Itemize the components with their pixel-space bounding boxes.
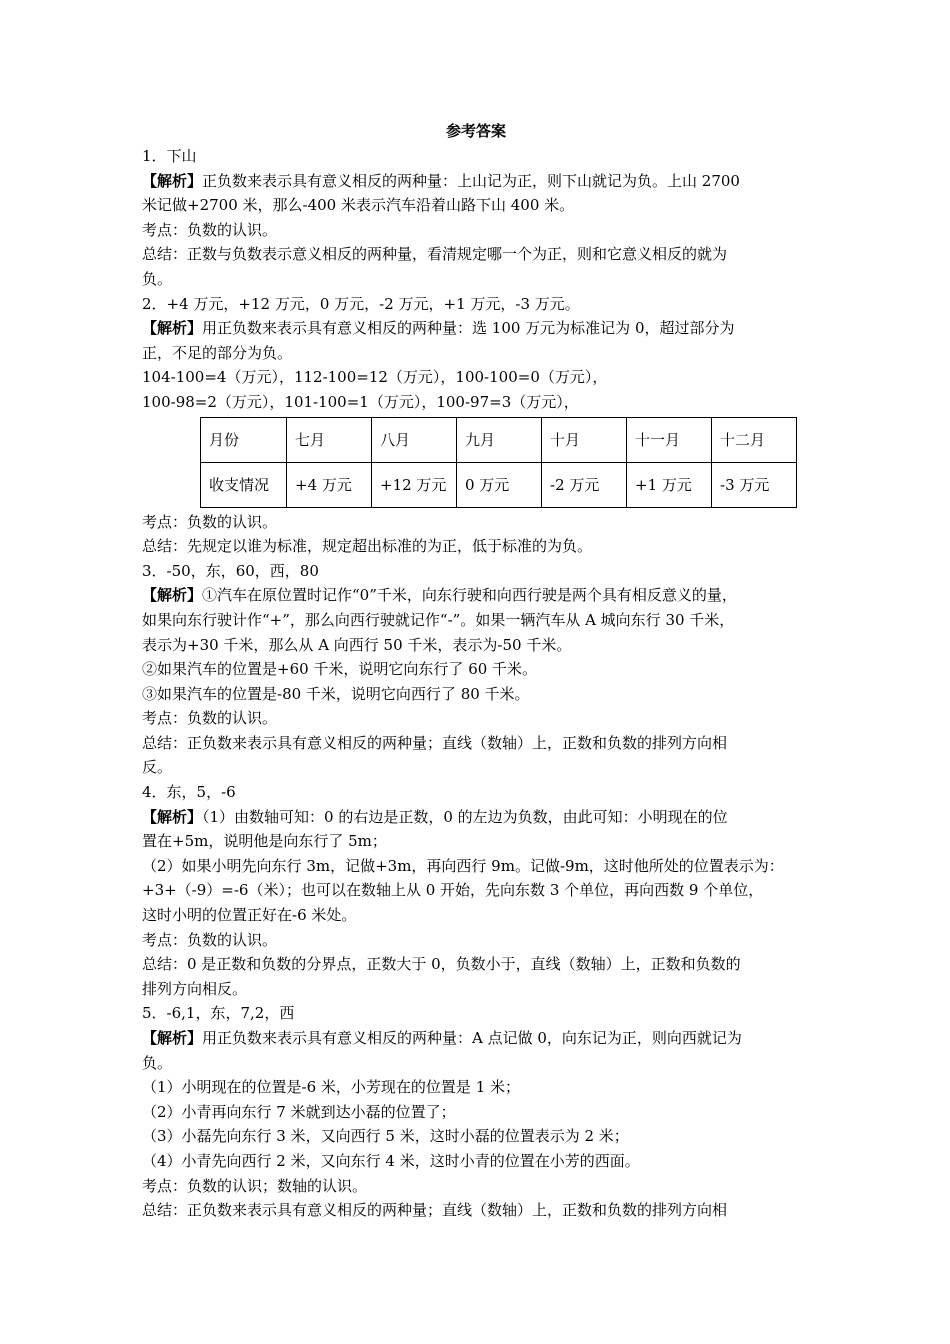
q1-analysis-line: 米记做+2700 米，那么-400 米表示汽车沿着山路下山 400 米。 xyxy=(142,196,575,215)
q3-analysis-line: ②如果汽车的位置是+60 千米，说明它向东行了 60 千米。 xyxy=(142,660,538,679)
table-cell: -3 万元 xyxy=(712,462,797,507)
q3-analysis-line: 【解析】①汽车在原位置时记作“0”千米，向东行驶和向西行驶是两个具有相反意义的量， xyxy=(142,586,737,605)
q2-summary-line: 总结：先规定以谁为标准，规定超出标准的为正，低于标准的为负。 xyxy=(142,537,593,556)
q2-analysis-line: 【解析】用正负数来表示具有意义相反的两种量：选 100 万元为标准记为 0，超过部分为 xyxy=(142,319,735,338)
analysis-tag: 【解析】 xyxy=(142,807,203,826)
table-cell: 十月 xyxy=(542,417,627,462)
analysis-tag: 【解析】 xyxy=(142,586,203,605)
q4-answer: 4．东，5，-6 xyxy=(142,783,236,802)
table-cell: 九月 xyxy=(457,417,542,462)
analysis-tag: 【解析】 xyxy=(142,1029,203,1047)
table-cell: +1 万元 xyxy=(627,462,712,507)
q5-analysis-line: 负。 xyxy=(142,1053,173,1072)
q5-analysis-line: （4）小青先向西行 2 米，又向东行 4 米，这时小青的位置在小芳的西面。 xyxy=(142,1151,640,1170)
analysis-tag: 【解析】 xyxy=(142,171,203,190)
q5-point: 考点：负数的认识；数轴的认识。 xyxy=(142,1176,368,1195)
q5-summary-line: 总结：正负数来表示具有意义相反的两种量；直线（数轴）上，正数和负数的排列方向相 xyxy=(142,1201,728,1220)
q1-answer: 1．下山 xyxy=(142,147,197,165)
q3-analysis-line: 如果向东行驶计作“+”，那么向西行驶就记作“-”。如果一辆汽车从 A 城向东行 30 千米， xyxy=(142,610,735,629)
table-row xyxy=(201,462,797,507)
q2-analysis-line: 正，不足的部分为负。 xyxy=(142,343,293,362)
table-cell: 月份 xyxy=(201,417,287,462)
q4-analysis-line: 这时小明的位置正好在-6 米处。 xyxy=(142,906,357,925)
q4-analysis-line: （2）如果小明先向东行 3m，记做+3m，再向西行 9m。记做-9m，这时他所处的位置表示为： xyxy=(142,856,784,875)
q3-analysis-line: 表示为+30 千米，那么从 A 向西行 50 千米，表示为-50 千米。 xyxy=(142,635,572,654)
q2-calc-line: 100-98=2（万元），101-100=1（万元），100-97=3（万元）， xyxy=(142,392,579,411)
q5-analysis-line: （1）小明现在的位置是-6 米，小芳现在的位置是 1 米； xyxy=(142,1078,521,1097)
table-cell: +12 万元 xyxy=(372,462,457,507)
table-cell: -2 万元 xyxy=(542,462,627,507)
q1-analysis-line: 【解析】正负数来表示具有意义相反的两种量：上山记为正，则下山就记为负。上山 2700 xyxy=(142,171,740,190)
q5-analysis-line: （2）小青再向东行 7 米就到达小磊的位置了； xyxy=(142,1102,456,1121)
q4-analysis-line: 置在+5m，说明他是向东行了 5m； xyxy=(142,832,387,851)
q3-summary-line: 反。 xyxy=(142,758,173,777)
q5-answer: 5．-6,1，东，7,2，西 xyxy=(142,1004,295,1023)
table-header-row xyxy=(201,417,797,462)
table-cell: 收支情况 xyxy=(201,462,287,507)
q3-point: 考点：负数的认识。 xyxy=(142,709,278,728)
document-title: 参考答案 xyxy=(445,122,506,140)
q2-answer: 2．+4 万元，+12 万元，0 万元，-2 万元，+1 万元，-3 万元。 xyxy=(142,294,580,313)
q3-answer: 3．-50，东，60，西，80 xyxy=(142,561,319,580)
q4-point: 考点：负数的认识。 xyxy=(142,930,278,949)
income-table xyxy=(200,417,797,508)
table-cell: 0 万元 xyxy=(457,462,542,507)
table-cell: 八月 xyxy=(372,417,457,462)
analysis-tag: 【解析】 xyxy=(142,319,203,338)
q4-summary-line: 总结：0 是正数和负数的分界点，正数大于 0，负数小于，直线（数轴）上，正数和负数的 xyxy=(142,955,741,974)
q4-summary-line: 排列方向相反。 xyxy=(142,979,248,998)
answer-document xyxy=(142,118,810,1223)
q2-calc-line: 104-100=4（万元），112-100=12（万元），100-100=0（万元）， xyxy=(142,368,608,387)
q4-analysis-line: 【解析】（1）由数轴可知：0 的右边是正数，0 的左边为负数，由此可知：小明现在的位 xyxy=(142,807,728,826)
q3-summary-line: 总结：正负数来表示具有意义相反的两种量；直线（数轴）上，正数和负数的排列方向相 xyxy=(142,733,728,752)
table-cell: 十二月 xyxy=(712,417,797,462)
q5-analysis-line: 【解析】用正负数来表示具有意义相反的两种量：A 点记做 0，向东记为正，则向西就记为 xyxy=(142,1029,742,1047)
q1-summary-line: 负。 xyxy=(142,269,173,288)
q4-analysis-line: +3+（-9）=-6（米）；也可以在数轴上从 0 开始，先向东数 3 个单位，再向西数 9 个单位， xyxy=(142,881,764,900)
table-cell: +4 万元 xyxy=(287,462,372,507)
q2-point: 考点：负数的认识。 xyxy=(142,512,278,531)
table-cell: 七月 xyxy=(287,417,372,462)
table-cell: 十一月 xyxy=(627,417,712,462)
q3-analysis-line: ③如果汽车的位置是-80 千米，说明它向西行了 80 千米。 xyxy=(142,684,530,703)
q1-point: 考点：负数的认识。 xyxy=(142,220,278,239)
q1-summary-line: 总结：正数与负数表示意义相反的两种量，看清规定哪一个为正，则和它意义相反的就为 xyxy=(142,245,728,264)
q5-analysis-line: （3）小磊先向东行 3 米，又向西行 5 米，这时小磊的位置表示为 2 米； xyxy=(142,1127,629,1146)
